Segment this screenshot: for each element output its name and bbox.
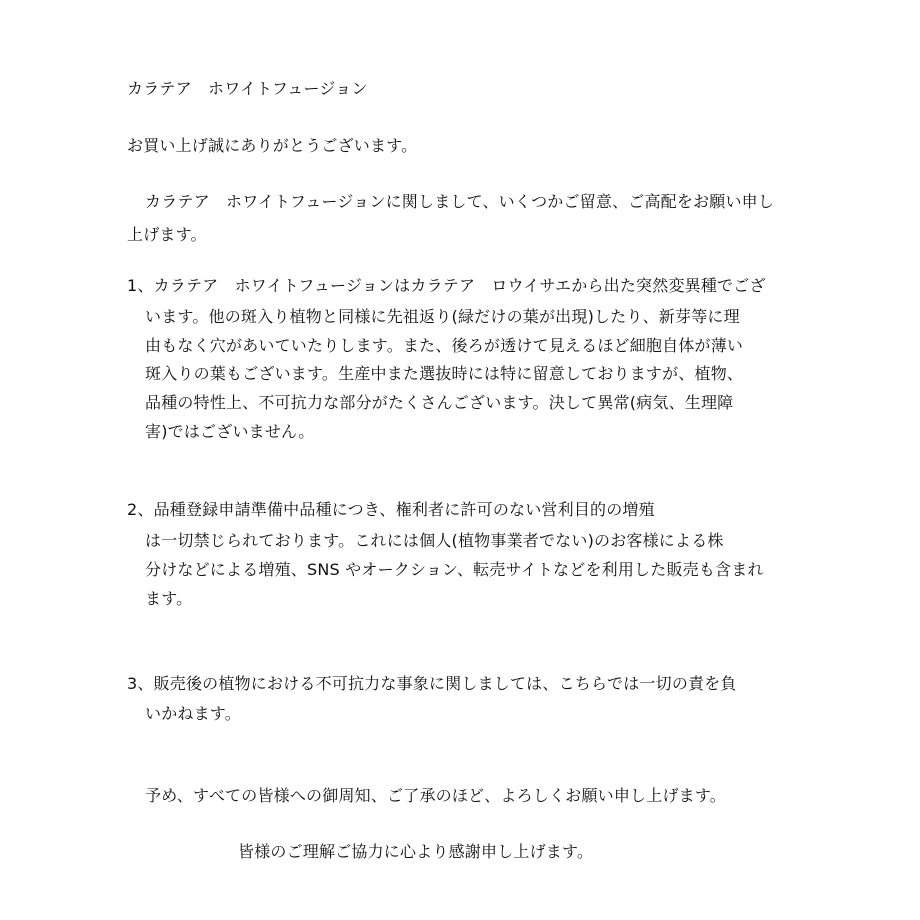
section3-line: 3、販売後の植物における不可抗力な事象に関しましては、こちらでは一切の責を負: [127, 674, 737, 693]
section2-line: は一切禁じられております。これには個人(植物事業者でない)のお客様による株: [145, 531, 724, 550]
closing-text: 予め、すべての皆様への御周知、ご了承のほど、よろしくお願い申し上げます。: [145, 786, 726, 805]
section1-line: 由もなく穴があいていたりします。また、後ろが透けて見えるほど細胞自体が薄い: [145, 336, 744, 355]
section2-line: 2、品種登録申請準備中品種につき、権利者に許可のない営利目的の増殖: [127, 500, 655, 519]
intro-line: 上げます。: [127, 225, 207, 244]
section3-line: いかねます。: [145, 704, 241, 723]
greeting-text: お買い上げ誠にありがとうございます。: [127, 136, 418, 155]
section2-line: ます。: [145, 589, 193, 608]
document-title: カラテア ホワイトフュージョン: [127, 79, 368, 98]
section2-line: 分けなどによる増殖、SNS やオークション、転売サイトなどを利用した販売も含まれ: [145, 560, 764, 579]
section1-line: 斑入りの葉もございます。生産中また選抜時には特に留意しておりますが、植物、: [145, 364, 744, 383]
intro-line: カラテア ホワイトフュージョンに関しまして、いくつかご留意、ご高配をお願い申し: [145, 192, 775, 211]
section1-line: 害)ではございません。: [145, 422, 315, 441]
section1-line: います。他の斑入り植物と同様に先祖返り(緑だけの葉が出現)したり、新芽等に理: [145, 307, 740, 326]
section1-line: 1、カラテア ホワイトフュージョンはカラテア ロウイサエから出た突然変異種でござ: [127, 276, 766, 295]
section1-line: 品種の特性上、不可抗力な部分がたくさんございます。決して異常(病気、生理障: [145, 393, 734, 412]
thanks-text: 皆様のご理解ご協力に心より感謝申し上げます。: [238, 842, 594, 861]
